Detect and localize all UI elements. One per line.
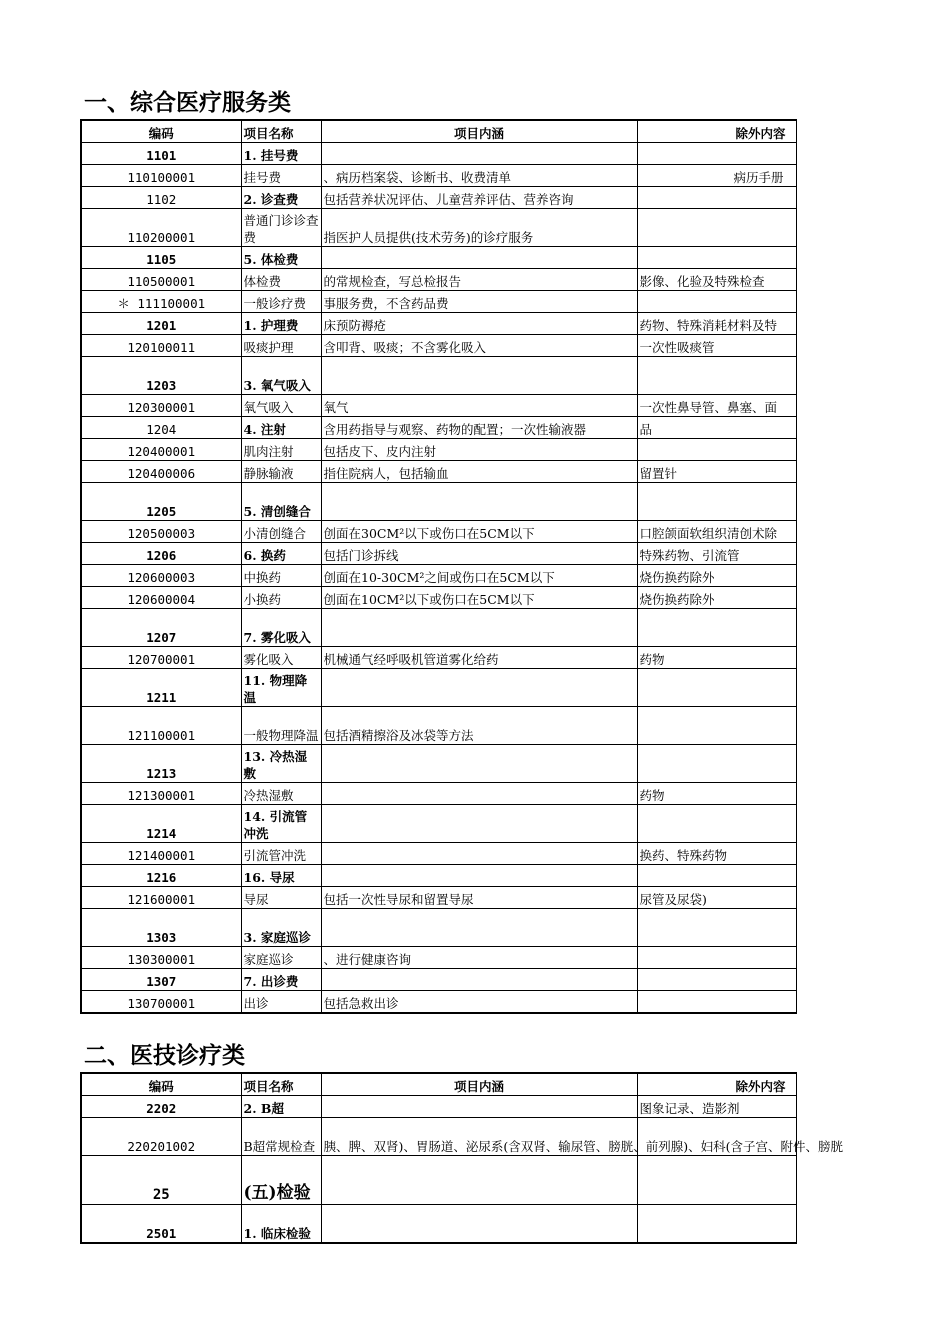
cell-exclude: 口腔颌面软组织清创术除 [637, 521, 796, 543]
table-row [81, 783, 796, 805]
cell-code: 1105 [81, 247, 241, 269]
table-row [81, 439, 796, 461]
cell-exclude [637, 909, 796, 947]
column-header-exclude: 除外内容 [637, 120, 796, 143]
fee-table-medical-tech [80, 1072, 844, 1244]
table-row [81, 291, 796, 313]
cell-code: 1303 [81, 909, 241, 947]
table-row [81, 335, 796, 357]
cell-content [321, 969, 637, 991]
cell-exclude: 特殊药物、引流管 [637, 543, 796, 565]
cell-item-name: 一般诊疗费 [241, 291, 321, 313]
cell-item-name: 冷热湿敷 [241, 783, 321, 805]
table-row [81, 991, 796, 1014]
cell-exclude: 换药、特殊药物 [637, 843, 796, 865]
cell-code: 1203 [81, 357, 241, 395]
cell-item-name: 1. 护理费 [241, 313, 321, 335]
cell-item-name: 13. 冷热湿敷 [241, 745, 321, 783]
cell-code: 120300001 [81, 395, 241, 417]
cell-code: 1101 [81, 143, 241, 165]
cell-exclude [637, 805, 796, 843]
table-row [81, 357, 796, 395]
cell-item-name: 出诊 [241, 991, 321, 1014]
cell-item-name: 3. 氧气吸入 [241, 357, 321, 395]
cell-exclude [637, 247, 796, 269]
cell-code: 120600003 [81, 565, 241, 587]
cell-code: 130700001 [81, 991, 241, 1014]
cell-code: 1207 [81, 609, 241, 647]
cell-exclude [637, 187, 796, 209]
table-row [81, 521, 796, 543]
table-row [81, 805, 796, 843]
table-row [81, 745, 796, 783]
table-row [81, 1096, 796, 1118]
table-row [81, 969, 796, 991]
table-row [81, 565, 796, 587]
table-row [81, 909, 796, 947]
cell-exclude: 影像、化验及特殊检查 [637, 269, 796, 291]
cell-code: 120400006 [81, 461, 241, 483]
table-row [81, 313, 796, 335]
cell-item-name: 7. 出诊费 [241, 969, 321, 991]
cell-code: 110100001 [81, 165, 241, 187]
cell-exclude [637, 609, 796, 647]
cell-content: 事服务费，不含药品费 [321, 291, 637, 313]
cell-exclude: 烧伤换药除外 [637, 565, 796, 587]
table-row [81, 647, 796, 669]
fee-table-general-medical [80, 119, 797, 1014]
cell-code: 1205 [81, 483, 241, 521]
cell-exclude: 病历手册 [637, 165, 796, 187]
cell-exclude [637, 991, 796, 1014]
column-header-name: 项目名称 [241, 1073, 321, 1096]
cell-exclude: 烧伤换药除外 [637, 587, 796, 609]
cell-exclude [637, 969, 796, 991]
table-header-row [81, 1073, 796, 1096]
table-row [81, 417, 796, 439]
cell-code: ＊ 111100001 [81, 291, 241, 313]
table-row [81, 483, 796, 521]
cell-item-name: 吸痰护理 [241, 335, 321, 357]
cell-code: 1216 [81, 865, 241, 887]
cell-item-name: 4. 注射 [241, 417, 321, 439]
section-title-medical-tech: 二、医技诊疗类 [84, 1042, 245, 1069]
cell-content: 包括营养状况评估、儿童营养评估、营养咨询 [321, 187, 637, 209]
section-title-general-medical: 一、综合医疗服务类 [84, 89, 291, 116]
cell-content [321, 1096, 637, 1118]
table-row [81, 707, 796, 745]
cell-exclude: 品 [637, 417, 796, 439]
cell-exclude [637, 483, 796, 521]
cell-code: 2501 [81, 1205, 241, 1244]
column-header-exclude: 除外内容 [637, 1073, 796, 1096]
cell-item-name: 7. 雾化吸入 [241, 609, 321, 647]
cell-code: 120600004 [81, 587, 241, 609]
cell-exclude [637, 291, 796, 313]
table-row [81, 143, 796, 165]
table-row [81, 1205, 796, 1244]
cell-content: 氧气 [321, 395, 637, 417]
cell-exclude [637, 143, 796, 165]
cell-code: 1211 [81, 669, 241, 707]
column-header-code: 编码 [81, 120, 241, 143]
table-row [81, 461, 796, 483]
cell-code: 1307 [81, 969, 241, 991]
cell-item-name: 氧气吸入 [241, 395, 321, 417]
cell-exclude [637, 1156, 796, 1205]
cell-code: 2202 [81, 1096, 241, 1118]
cell-content [321, 1156, 637, 1205]
cell-exclude [637, 209, 796, 247]
cell-code: 1102 [81, 187, 241, 209]
cell-exclude: 一次性吸痰管 [637, 335, 796, 357]
cell-code: 120700001 [81, 647, 241, 669]
column-header-name: 项目名称 [241, 120, 321, 143]
table-row [81, 947, 796, 969]
cell-item-name: 静脉输液 [241, 461, 321, 483]
table-row [81, 395, 796, 417]
cell-content: 创面在10-30CM²之间或伤口在5CM以下 [321, 565, 637, 587]
cell-content [321, 1205, 637, 1244]
cell-item-name: 一般物理降温 [241, 707, 321, 745]
table-row [81, 587, 796, 609]
table-row [81, 209, 796, 247]
cell-content: 包括门诊拆线 [321, 543, 637, 565]
cell-item-name: 引流管冲洗 [241, 843, 321, 865]
table-header-row [81, 120, 796, 143]
cell-code: 121400001 [81, 843, 241, 865]
cell-item-name: 5. 体检费 [241, 247, 321, 269]
cell-content [321, 143, 637, 165]
cell-content: 、进行健康咨询 [321, 947, 637, 969]
cell-item-name: 导尿 [241, 887, 321, 909]
cell-content: 指医护人员提供(技术劳务)的诊疗服务 [321, 209, 637, 247]
table-row [81, 187, 796, 209]
cell-exclude: 图象记录、造影剂 [637, 1096, 796, 1118]
cell-code: 1214 [81, 805, 241, 843]
cell-item-name: 11. 物理降温 [241, 669, 321, 707]
cell-item-name: 1. 挂号费 [241, 143, 321, 165]
cell-item-name: 雾化吸入 [241, 647, 321, 669]
cell-item-name: 中换药 [241, 565, 321, 587]
cell-content: 胰、脾、双肾)、胃肠道、泌尿系(含双肾、输尿管、膀胱、前列腺)、妇科(含子宫、附件、膀胱 [321, 1118, 637, 1156]
cell-content [321, 805, 637, 843]
cell-code: 121300001 [81, 783, 241, 805]
cell-code: 120500003 [81, 521, 241, 543]
cell-exclude [637, 707, 796, 745]
cell-item-name: B超常规检查 [241, 1118, 321, 1156]
cell-code: 120100011 [81, 335, 241, 357]
cell-item-name: 1. 临床检验 [241, 1205, 321, 1244]
cell-code: 1206 [81, 543, 241, 565]
cell-exclude [637, 745, 796, 783]
cell-item-name: 16. 导尿 [241, 865, 321, 887]
cell-exclude [637, 439, 796, 461]
cell-code: 1201 [81, 313, 241, 335]
cell-content [321, 247, 637, 269]
cell-content [321, 483, 637, 521]
cell-code: 120400001 [81, 439, 241, 461]
cell-content: 包括一次性导尿和留置导尿 [321, 887, 637, 909]
cell-content [321, 609, 637, 647]
cell-item-name: 小清创缝合 [241, 521, 321, 543]
table-row [81, 165, 796, 187]
cell-exclude: 药物 [637, 783, 796, 805]
cell-code: 121100001 [81, 707, 241, 745]
cell-exclude: 尿管及尿袋) [637, 887, 796, 909]
cell-content: 指住院病人，包括输血 [321, 461, 637, 483]
cell-content: 床预防褥疮 [321, 313, 637, 335]
cell-exclude [637, 947, 796, 969]
table-row [81, 843, 796, 865]
cell-item-name: 3. 家庭巡诊 [241, 909, 321, 947]
table-row [81, 1118, 796, 1156]
cell-content: 含叩背、吸痰；不含雾化吸入 [321, 335, 637, 357]
cell-exclude: 药物 [637, 647, 796, 669]
cell-content: 的常规检查，写总检报告 [321, 269, 637, 291]
cell-exclude [637, 357, 796, 395]
table-row [81, 669, 796, 707]
table-row [81, 865, 796, 887]
cell-code: 1213 [81, 745, 241, 783]
cell-content: 包括皮下、皮内注射 [321, 439, 637, 461]
cell-item-name: 5. 清创缝合 [241, 483, 321, 521]
cell-exclude [637, 1205, 796, 1244]
cell-item-name: 普通门诊诊查费 [241, 209, 321, 247]
table-row [81, 247, 796, 269]
cell-item-name: 挂号费 [241, 165, 321, 187]
cell-content: 创面在30CM²以下或伤口在5CM以下 [321, 521, 637, 543]
cell-exclude [637, 865, 796, 887]
cell-content [321, 783, 637, 805]
table-row [81, 609, 796, 647]
cell-code: 130300001 [81, 947, 241, 969]
cell-code: 220201002 [81, 1118, 241, 1156]
cell-content: 包括急救出诊 [321, 991, 637, 1014]
cell-code: 121600001 [81, 887, 241, 909]
table-row [81, 887, 796, 909]
cell-item-name: 2. 诊查费 [241, 187, 321, 209]
cell-item-name: 2. B超 [241, 1096, 321, 1118]
cell-content [321, 865, 637, 887]
cell-exclude [637, 669, 796, 707]
table-row [81, 543, 796, 565]
table-row [81, 269, 796, 291]
cell-code: 1204 [81, 417, 241, 439]
cell-item-name: (五)检验 [241, 1156, 321, 1205]
cell-item-name: 肌肉注射 [241, 439, 321, 461]
cell-item-name: 家庭巡诊 [241, 947, 321, 969]
cell-content [321, 745, 637, 783]
column-header-content: 项目内涵 [321, 120, 637, 143]
cell-content [321, 357, 637, 395]
cell-item-name: 小换药 [241, 587, 321, 609]
cell-item-name: 14. 引流管冲洗 [241, 805, 321, 843]
cell-code: 25 [81, 1156, 241, 1205]
column-header-code: 编码 [81, 1073, 241, 1096]
cell-item-name: 体检费 [241, 269, 321, 291]
cell-content: 包括酒精擦浴及冰袋等方法 [321, 707, 637, 745]
cell-item-name: 6. 换药 [241, 543, 321, 565]
cell-content: 、病历档案袋、诊断书、收费清单 [321, 165, 637, 187]
cell-content: 机械通气经呼吸机管道雾化给药 [321, 647, 637, 669]
table-row [81, 1156, 796, 1205]
cell-code: 110200001 [81, 209, 241, 247]
cell-content [321, 843, 637, 865]
cell-code: 110500001 [81, 269, 241, 291]
column-header-content: 项目内涵 [321, 1073, 637, 1096]
cell-exclude: 药物、特殊消耗材料及特 [637, 313, 796, 335]
cell-content [321, 909, 637, 947]
cell-exclude: 一次性鼻导管、鼻塞、面 [637, 395, 796, 417]
cell-exclude: 留置针 [637, 461, 796, 483]
cell-content: 创面在10CM²以下或伤口在5CM以下 [321, 587, 637, 609]
cell-content [321, 669, 637, 707]
cell-content: 含用药指导与观察、药物的配置；一次性输液器 [321, 417, 637, 439]
